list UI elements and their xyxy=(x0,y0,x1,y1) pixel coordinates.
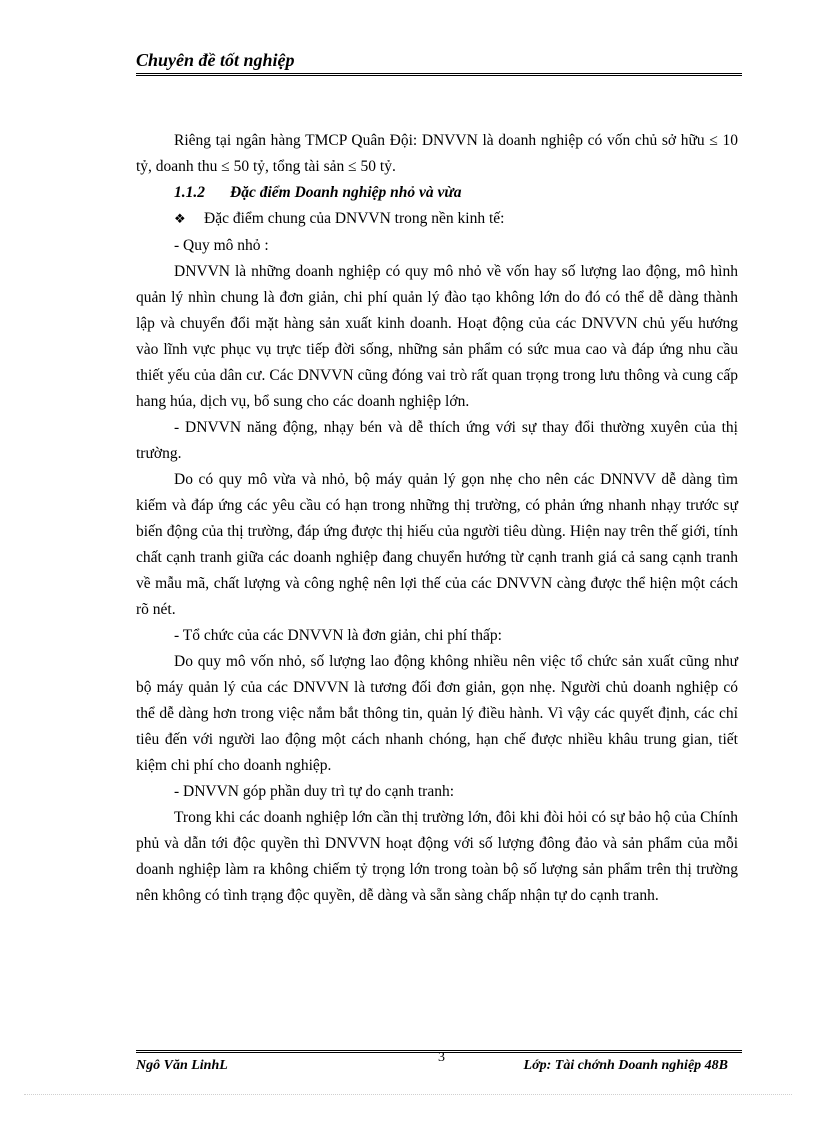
header-rule xyxy=(136,73,742,76)
diamond-bullet-icon: ❖ xyxy=(174,212,186,227)
section-number: 1.1.2 xyxy=(174,184,205,201)
point-dynamic: - DNVVN năng động, nhạy bén và dễ thích ứng với sự thay đổi thường xuyên của thị trường. xyxy=(136,419,738,462)
header-title: Chuyên đề tốt nghiệp xyxy=(136,50,295,70)
bullet-item xyxy=(136,206,738,233)
paragraph-simple-organization: Do quy mô vốn nhỏ, số lượng lao động không nhiều nên việc tổ chức sản xuất cũng như bộ máy quản lý của các DNVVN là tương đối đơn giản, gọn nhẹ. Người chủ doanh nghiệp có thể dễ dàng hơn trong việc nắm bắt thông tin, quản lý điều hành. Vì vậy các quyết định, các chỉ tiêu đến với người lao động một cách nhanh chóng, hạn chế được nhiều khâu trung gian, tiết kiệm chi phí cho doanh nghiệp. xyxy=(136,653,738,774)
paragraph-small-scale: DNVVN là những doanh nghiệp có quy mô nhỏ về vốn hay số lượng lao động, mô hình quản lý nhìn chung là đơn giản, chi phí quản lý đào tạo không lớn do đó có thể dễ dàng thành lập và chuyển đổi mặt hàng sản xuất kinh doanh. Hoạt động của các DNVVN chủ yếu hướng vào lĩnh vực phục vụ trực tiếp đời sống, những sản phẩm có sức mua cao và đáp ứng nhu cầu thiết yếu của dân cư. Các DNVVN cũng đóng vai trò rất quan trọng trong lưu thông và cung cấp hang húa, dịch vụ, bổ sung cho các doanh nghiệp lớn. xyxy=(136,263,738,410)
page-footer xyxy=(136,1046,742,1086)
page-number: 3 xyxy=(438,1050,445,1065)
point-simple-organization: - Tổ chức của các DNVVN là đơn giản, chi phí thấp: xyxy=(174,627,502,644)
point-competition: - DNVVN góp phần duy trì tự do cạnh tranh: xyxy=(174,783,455,800)
point-small-scale: - Quy mô nhỏ : xyxy=(174,237,269,254)
page-header xyxy=(136,46,742,76)
document-body xyxy=(136,128,738,909)
footer-author: Ngô Văn LinhL xyxy=(136,1058,228,1073)
footer-class: Lớp: Tài chớnh Doanh nghiệp 48B xyxy=(523,1058,728,1073)
section-heading xyxy=(136,180,738,206)
paragraph-mb-definition: Riêng tại ngân hàng TMCP Quân Đội: DNVVN là doanh nghiệp có vốn chủ sở hữu ≤ 10 tỷ, doanh thu ≤ 50 tỷ, tổng tài sản ≤ 50 tỷ. xyxy=(136,132,738,175)
paragraph-competition: Trong khi các doanh nghiệp lớn cần thị trường lớn, đôi khi đòi hỏi có sự bảo hộ của Chính phủ và dẫn tới độc quyền thì DNVVN hoạt động với số lượng đông đảo và sản phẩm của mỗi doanh nghiệp làm ra không chiếm tỷ trọng lớn trong toàn bộ số lượng sản phẩm trên thị trường nên không có tình trạng độc quyền, dễ dàng và sẵn sàng chấp nhận tự do cạnh tranh. xyxy=(136,809,738,904)
bullet-text: Đặc điểm chung của DNVVN trong nền kinh tế: xyxy=(204,210,505,227)
page-edge-divider xyxy=(24,1094,792,1095)
section-title: Đặc điểm Doanh nghiệp nhỏ và vừa xyxy=(230,184,462,201)
paragraph-dynamic: Do có quy mô vừa và nhỏ, bộ máy quản lý gọn nhẹ cho nên các DNNVV dễ dàng tìm kiếm và đáp ứng các yêu cầu có hạn trong những thị trường, có phản ứng nhanh nhạy trước sự biến động của thị trường, đáp ứng được thị hiếu của người tiêu dùng. Hiện nay trên thế giới, tính chất cạnh tranh giữa các doanh nghiệp đang chuyển hướng từ cạnh tranh giá cả sang cạnh tranh về mẫu mã, chất lượng và công nghệ nên lợi thế của các DNVVN càng được thể hiện một cách rõ nét. xyxy=(136,471,738,618)
